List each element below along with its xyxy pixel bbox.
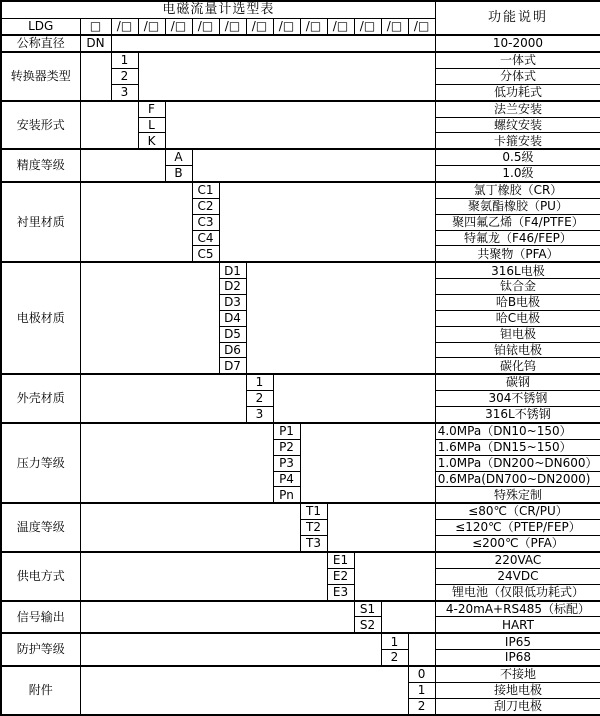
function-desc: 220VAC	[435, 552, 600, 568]
function-desc: 钽电极	[435, 326, 600, 342]
category-label-7: 压力等级	[1, 423, 80, 503]
right-spacer	[138, 52, 435, 101]
function-desc: 4.0MPa（DN10~150）	[435, 423, 600, 439]
category-label-1: 转换器类型	[1, 52, 80, 101]
function-desc: 卡箍安装	[435, 133, 600, 149]
function-desc: 铂铱电极	[435, 342, 600, 358]
right-spacer	[381, 601, 435, 634]
function-desc: ≤200℃（PFA）	[435, 536, 600, 552]
model-slot-symbol: /□	[165, 18, 192, 35]
function-desc: 316L不锈钢	[435, 407, 600, 423]
category-label-12: 附件	[1, 666, 80, 715]
function-desc: 钛合金	[435, 279, 600, 295]
model-prefix: LDG	[1, 18, 80, 35]
code-cell: D7	[219, 358, 246, 374]
model-slot-symbol: /□	[273, 18, 300, 35]
function-desc: 316L电极	[435, 262, 600, 278]
table-title: 电磁流量计选型表	[1, 1, 435, 18]
function-desc: 10-2000	[435, 35, 600, 52]
code-cell: P4	[273, 471, 300, 487]
category-label-8: 温度等级	[1, 503, 80, 552]
code-cell: 1	[408, 683, 435, 699]
code-cell: C4	[192, 230, 219, 246]
model-slot-symbol: /□	[327, 18, 354, 35]
category-label-4: 衬里材质	[1, 182, 80, 262]
category-label-11: 防护等级	[1, 633, 80, 666]
left-spacer	[80, 262, 219, 374]
code-cell: 0	[408, 666, 435, 682]
category-label-2: 安装形式	[1, 101, 80, 150]
code-cell: DN	[80, 35, 111, 52]
function-desc: ≤120℃（PTEP/FEP）	[435, 520, 600, 536]
left-spacer	[80, 101, 138, 150]
code-cell: L	[138, 117, 165, 133]
right-spacer	[300, 423, 435, 503]
function-desc: 4-20mA+RS485（标配）	[435, 601, 600, 617]
code-cell: D2	[219, 279, 246, 295]
code-cell: E3	[327, 584, 354, 600]
code-cell: S2	[354, 617, 381, 633]
function-desc: 0.6MPa(DN700~DN2000)	[435, 471, 600, 487]
code-cell: E2	[327, 568, 354, 584]
left-spacer	[80, 182, 192, 262]
right-spacer	[219, 182, 435, 262]
function-desc: 不接地	[435, 666, 600, 682]
function-desc: 聚四氟乙烯（F4/PTFE）	[435, 214, 600, 230]
function-desc: 哈C电极	[435, 310, 600, 326]
code-cell: 2	[111, 68, 138, 84]
function-desc: 共聚物（PFA）	[435, 246, 600, 262]
left-spacer	[80, 423, 273, 503]
function-desc: 螺纹安装	[435, 117, 600, 133]
code-cell: A	[165, 149, 192, 165]
category-label-3: 精度等级	[1, 149, 80, 182]
function-desc: 1.6MPa（DN15~150）	[435, 439, 600, 455]
left-spacer	[80, 374, 246, 423]
model-box-symbol: □	[80, 18, 111, 35]
code-cell: B	[165, 166, 192, 182]
code-cell: T3	[300, 536, 327, 552]
code-cell: S1	[354, 601, 381, 617]
function-column-header: 功能说明	[435, 1, 600, 35]
right-spacer	[165, 101, 435, 150]
code-cell: D4	[219, 310, 246, 326]
code-cell: D1	[219, 262, 246, 278]
function-desc: 特殊定制	[435, 487, 600, 503]
category-label-5: 电极材质	[1, 262, 80, 374]
right-spacer	[246, 262, 435, 374]
category-label-9: 供电方式	[1, 552, 80, 601]
code-cell: C1	[192, 182, 219, 198]
code-cell: C5	[192, 246, 219, 262]
function-desc: 锂电池（仅限低功耗式）	[435, 584, 600, 600]
category-label-0: 公称直径	[1, 35, 80, 52]
function-desc: 哈B电极	[435, 295, 600, 311]
function-desc: 分体式	[435, 68, 600, 84]
code-cell: D6	[219, 342, 246, 358]
left-spacer	[80, 52, 111, 101]
function-desc: 一体式	[435, 52, 600, 68]
code-cell: E1	[327, 552, 354, 568]
category-label-10: 信号输出	[1, 601, 80, 634]
code-cell: 2	[246, 391, 273, 407]
left-spacer	[80, 601, 354, 634]
code-cell: Pn	[273, 487, 300, 503]
right-spacer	[192, 149, 435, 182]
code-cell: T2	[300, 520, 327, 536]
function-desc: 碳化钨	[435, 358, 600, 374]
model-slot-symbol: /□	[246, 18, 273, 35]
model-slot-symbol: /□	[138, 18, 165, 35]
function-desc: 特氟龙（F46/FEP）	[435, 230, 600, 246]
function-desc: 0.5级	[435, 149, 600, 165]
left-spacer	[80, 503, 300, 552]
code-cell: F	[138, 101, 165, 117]
code-cell: D5	[219, 326, 246, 342]
model-slot-symbol: /□	[354, 18, 381, 35]
model-slot-symbol: /□	[192, 18, 219, 35]
right-spacer	[327, 503, 435, 552]
function-desc: 法兰安装	[435, 101, 600, 117]
right-spacer	[354, 552, 435, 601]
code-cell: 2	[408, 698, 435, 715]
right-spacer	[111, 35, 435, 52]
code-cell: T1	[300, 503, 327, 519]
function-desc: HART	[435, 617, 600, 633]
code-cell: 2	[381, 650, 408, 666]
function-desc: 聚氨酯橡胶（PU）	[435, 198, 600, 214]
function-desc: 304不锈钢	[435, 391, 600, 407]
function-desc: ≤80℃（CR/PU）	[435, 503, 600, 519]
function-desc: 1.0级	[435, 166, 600, 182]
category-label-6: 外壳材质	[1, 374, 80, 423]
code-cell: 3	[246, 407, 273, 423]
function-desc: 1.0MPa（DN200~DN600）	[435, 455, 600, 471]
model-slot-symbol: /□	[408, 18, 435, 35]
model-slot-symbol: /□	[300, 18, 327, 35]
left-spacer	[80, 633, 381, 666]
left-spacer	[80, 149, 165, 182]
function-desc: 接地电极	[435, 683, 600, 699]
left-spacer	[80, 552, 327, 601]
right-spacer	[408, 633, 435, 666]
function-desc: 刮刀电极	[435, 698, 600, 715]
function-desc: 氯丁橡胶（CR）	[435, 182, 600, 198]
function-desc: IP68	[435, 650, 600, 666]
function-desc: IP65	[435, 633, 600, 649]
right-spacer	[273, 374, 435, 423]
code-cell: C2	[192, 198, 219, 214]
code-cell: P1	[273, 423, 300, 439]
left-spacer	[80, 666, 408, 715]
code-cell: 1	[111, 52, 138, 68]
model-slot-symbol: /□	[219, 18, 246, 35]
code-cell: P3	[273, 455, 300, 471]
code-cell: C3	[192, 214, 219, 230]
code-cell: 1	[246, 374, 273, 390]
code-cell: 3	[111, 84, 138, 100]
code-cell: K	[138, 133, 165, 149]
function-desc: 碳钢	[435, 374, 600, 390]
code-cell: D3	[219, 295, 246, 311]
model-slot-symbol: /□	[111, 18, 138, 35]
function-desc: 低功耗式	[435, 84, 600, 100]
model-slot-symbol: /□	[381, 18, 408, 35]
function-desc: 24VDC	[435, 568, 600, 584]
code-cell: 1	[381, 633, 408, 649]
code-cell: P2	[273, 439, 300, 455]
